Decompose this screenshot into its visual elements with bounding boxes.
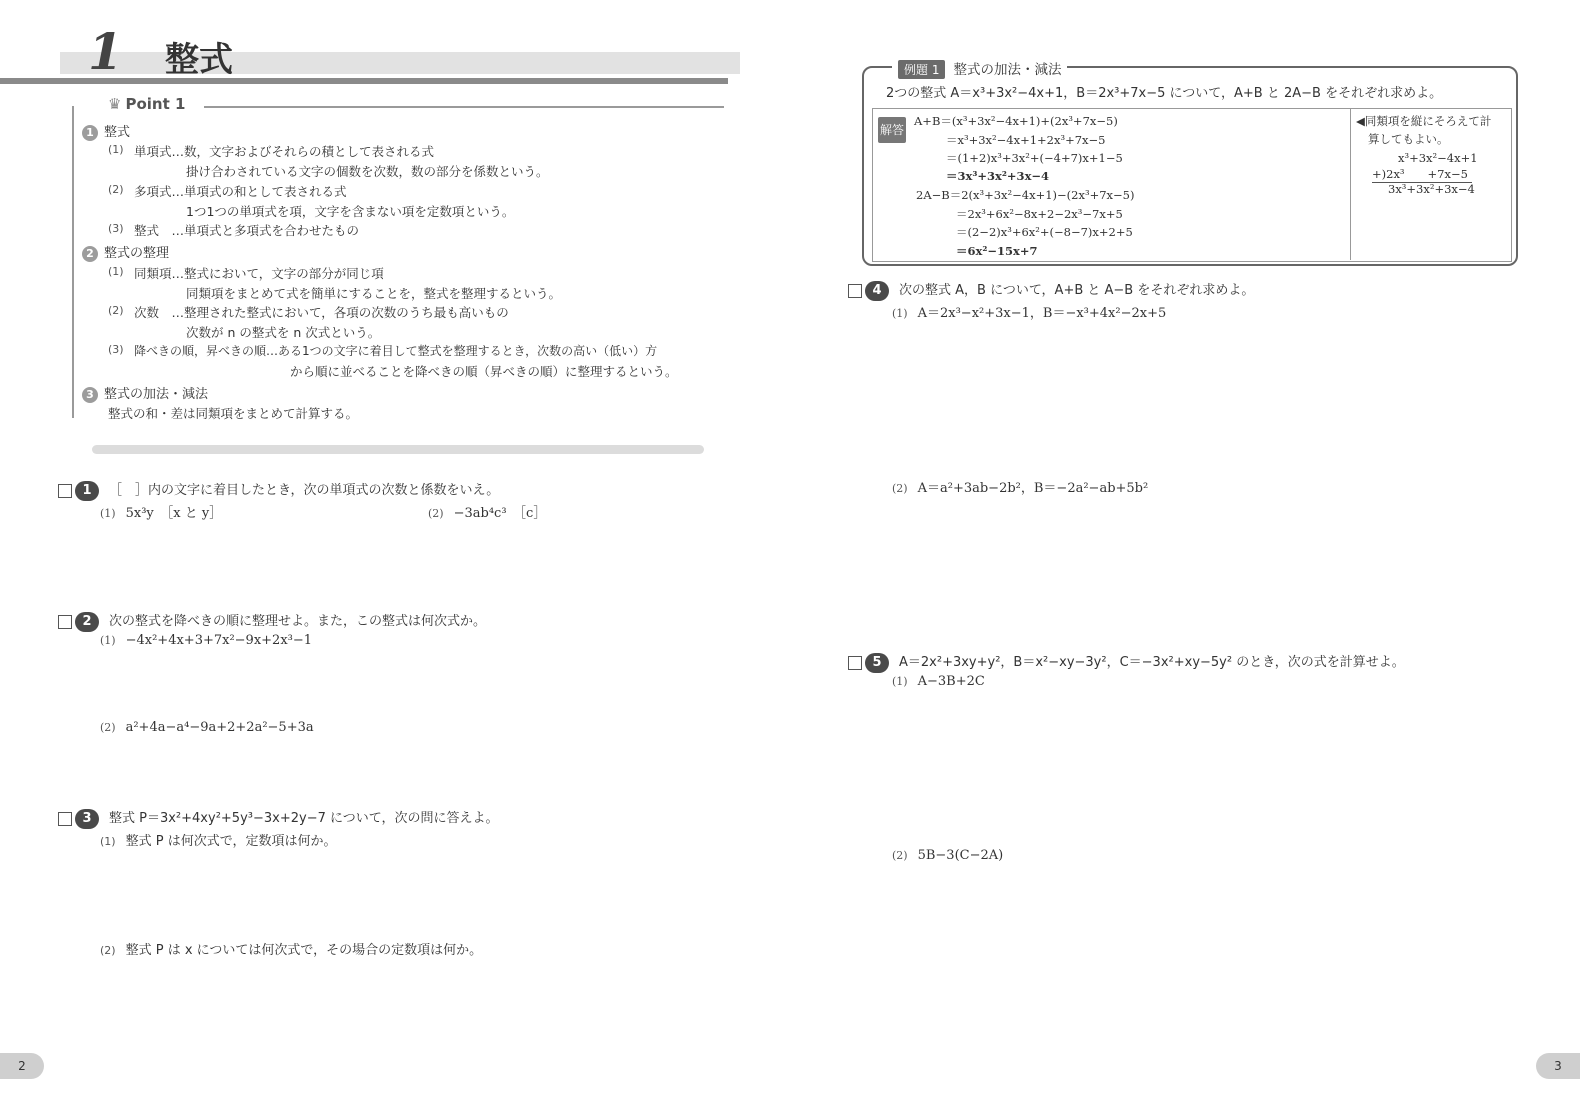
point-title: ♛ Point 1: [108, 95, 186, 113]
problem-2-sub-1: (1) −4x²+4x+3+7x²−9x+2x³−1: [100, 633, 313, 648]
example-label: 例題 1 整式の加法・減法: [892, 58, 1067, 79]
problem-3-sub-2: (2) 整式 P は x については何次式で，その場合の定数項は何か。: [100, 943, 483, 958]
point-line: から順に並べることを降べきの順（昇べきの順）に整理するという。: [290, 364, 678, 379]
item-index: (1): [108, 265, 124, 278]
answer-line: ＝6x²−15x+7: [956, 244, 1038, 258]
point-line: 整式の和・差は同類項をまとめて計算する。: [108, 406, 359, 421]
section-3-title: 3 整式の加法・減法: [82, 383, 208, 403]
answer-line: ＝2x³+6x²−8x+2−2x³−7x+5: [956, 207, 1123, 221]
problem-1-sub-1: (1) 5x³y ［x と y］: [100, 506, 223, 521]
problem-5-sub-1: (1) A−3B+2C: [892, 674, 985, 689]
section-2-title: 2 整式の整理: [82, 242, 169, 262]
problem-3: 3 整式 P＝3x²+4xy²+5y³−3x+2y−7 について，次の問に答えよ。: [58, 807, 498, 829]
answer-line: ＝(1+2)x³+3x²+(−4+7)x+1−5: [946, 151, 1123, 165]
point-line: 整式 …単項式と多項式を合わせたもの: [134, 223, 360, 238]
header-band: [60, 52, 740, 74]
section-1-title: 1 整式: [82, 121, 130, 141]
page-number-right: 3: [1536, 1053, 1580, 1079]
problem-5-sub-2: (2) 5B−3(C−2A): [892, 848, 1004, 863]
checkbox[interactable]: [58, 615, 72, 629]
item-index: (3): [108, 343, 124, 356]
problem-3-sub-1: (1) 整式 P は何次式で，定数項は何か。: [100, 834, 337, 849]
vertical-calc: 3x³+3x²+3x−4: [1388, 182, 1475, 196]
point-line: 1つ1つの単項式を項，文字を含まない項を定数項という。: [186, 204, 515, 219]
chapter-title: 整式: [165, 40, 233, 80]
answer-line: ＝3x³+3x²+3x−4: [946, 169, 1050, 183]
divider-bar: [92, 445, 704, 454]
vertical-calc: x³+3x²−4x+1: [1398, 151, 1478, 165]
point-line: 多項式…単項式の和として表される式: [134, 184, 347, 199]
answer-divider: [1350, 108, 1351, 260]
point-box-top-rule: [204, 106, 724, 108]
answer-line: ＝(2−2)x³+6x²+(−8−7)x+2+5: [956, 225, 1133, 239]
problem-2: 2 次の整式を降べきの順に整理せよ。また，この整式は何次式か。: [58, 610, 486, 632]
chapter-number: 1: [88, 22, 123, 81]
crown-icon: ♛: [108, 95, 122, 113]
example-statement: 2つの整式 A＝x³+3x²−4x+1，B＝2x³+7x−5 について，A+B と 2A−B をそれぞれ求めよ。: [886, 86, 1443, 101]
answer-line: A+B＝(x³+3x²−4x+1)+(2x³+7x−5): [914, 114, 1118, 128]
problem-5: 5 A＝2x²+3xy+y²，B＝x²−xy−3y²，C＝−3x²+xy−5y² のとき，次の式を計算せよ。: [848, 651, 1405, 673]
vertical-calc: +)2x³ +7x−5: [1372, 166, 1472, 183]
answer-line: 2A−B＝2(x³+3x²−4x+1)−(2x³+7x−5): [916, 188, 1135, 202]
side-note: ◀同類項を縦にそろえて計: [1356, 114, 1492, 128]
checkbox[interactable]: [848, 284, 862, 298]
point-line: 降べきの順，昇べきの順…ある1つの文字に着目して整式を整理するとき，次数の高い（低い）方: [134, 344, 658, 358]
item-index: (2): [108, 183, 124, 196]
problem-2-sub-2: (2) a²+4a−a⁴−9a+2+2a²−5+3a: [100, 720, 314, 735]
point-line: 次数が n の整式を n 次式という。: [186, 325, 381, 340]
point-line: 同類項をまとめて式を簡単にすることを，整式を整理するという。: [186, 286, 562, 301]
item-index: (3): [108, 222, 124, 235]
page-number-left: 2: [0, 1053, 44, 1079]
side-note: 算してもよい。: [1368, 132, 1449, 146]
point-line: 掛け合わされている文字の個数を次数，数の部分を係数という。: [186, 164, 549, 179]
problem-4: 4 次の整式 A，B について，A+B と A−B をそれぞれ求めよ。: [848, 279, 1254, 301]
point-line: 単項式…数，文字およびそれらの積として表される式: [134, 144, 435, 159]
checkbox[interactable]: [58, 484, 72, 498]
checkbox[interactable]: [58, 812, 72, 826]
item-index: (2): [108, 304, 124, 317]
point-line: 次数 …整理された整式において，各項の次数のうち最も高いもの: [134, 305, 509, 320]
answer-tag: 解答: [878, 117, 906, 143]
item-index: (1): [108, 143, 124, 156]
problem-1-sub-2: (2) −3ab⁴c³ ［c］: [428, 506, 547, 521]
answer-line: ＝x³+3x²−4x+1+2x³+7x−5: [946, 133, 1106, 147]
problem-4-sub-2: (2) A＝a²+3ab−2b²，B＝−2a²−ab+5b²: [892, 481, 1149, 496]
problem-4-sub-1: (1) A＝2x³−x²+3x−1，B＝−x³+4x²−2x+5: [892, 306, 1167, 321]
point-line: 同類項…整式において，文字の部分が同じ項: [134, 266, 384, 281]
checkbox[interactable]: [848, 656, 862, 670]
problem-1: 1 ［ ］内の文字に着目したとき，次の単項式の次数と係数をいえ。: [58, 479, 499, 501]
